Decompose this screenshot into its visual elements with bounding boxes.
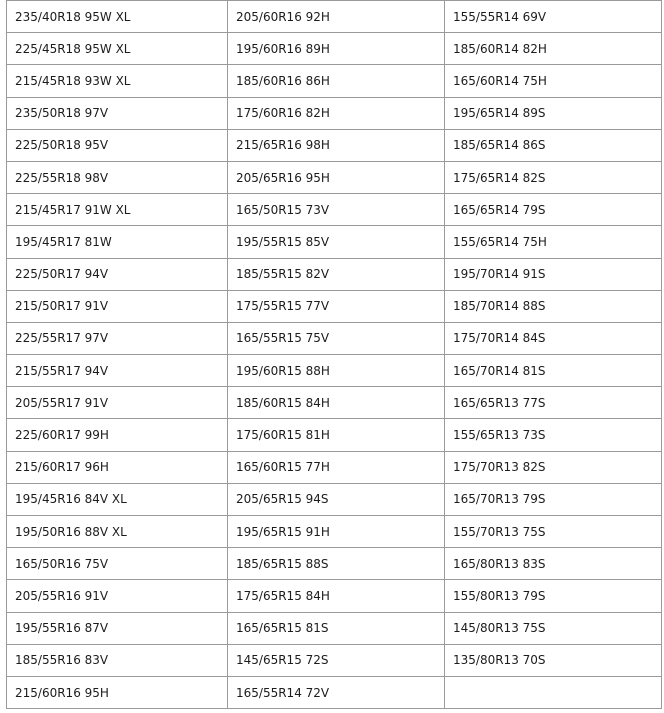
tyre-size-cell: 215/60R16 95H bbox=[7, 676, 228, 708]
tyre-size-cell: 165/65R15 81S bbox=[228, 612, 445, 644]
tyre-size-cell: 165/65R14 79S bbox=[445, 194, 662, 226]
tyre-size-cell: 185/65R14 86S bbox=[445, 129, 662, 161]
tyre-size-cell: 175/65R15 84H bbox=[228, 580, 445, 612]
tyre-size-cell: 195/60R15 88H bbox=[228, 355, 445, 387]
tyre-size-cell: 165/60R15 77H bbox=[228, 451, 445, 483]
table-row bbox=[7, 516, 662, 548]
table-row bbox=[7, 129, 662, 161]
tyre-size-cell: 235/40R18 95W XL bbox=[7, 1, 228, 33]
tyre-size-cell: 235/50R18 97V bbox=[7, 97, 228, 129]
tyre-size-cell: 195/45R17 81W bbox=[7, 226, 228, 258]
tyre-size-cell: 185/65R15 88S bbox=[228, 548, 445, 580]
tyre-size-cell: 225/55R18 98V bbox=[7, 161, 228, 193]
tyre-size-cell: 195/55R16 87V bbox=[7, 612, 228, 644]
tyre-size-cell: 195/70R14 91S bbox=[445, 258, 662, 290]
tyre-size-cell: 145/80R13 75S bbox=[445, 612, 662, 644]
table-row bbox=[7, 612, 662, 644]
table-row bbox=[7, 65, 662, 97]
tyre-size-cell: 175/60R15 81H bbox=[228, 419, 445, 451]
tyre-size-cell: 205/55R16 91V bbox=[7, 580, 228, 612]
tyre-size-cell: 225/50R17 94V bbox=[7, 258, 228, 290]
tyre-size-cell: 215/55R17 94V bbox=[7, 355, 228, 387]
tyre-size-cell bbox=[445, 676, 662, 708]
tyre-size-cell: 205/55R17 91V bbox=[7, 387, 228, 419]
tyre-size-cell: 165/70R13 79S bbox=[445, 483, 662, 515]
table-row bbox=[7, 580, 662, 612]
tyre-size-cell: 195/45R16 84V XL bbox=[7, 483, 228, 515]
table-row bbox=[7, 451, 662, 483]
tyre-size-cell: 145/65R15 72S bbox=[228, 644, 445, 676]
tyre-size-cell: 215/50R17 91V bbox=[7, 290, 228, 322]
tyre-size-cell: 195/50R16 88V XL bbox=[7, 516, 228, 548]
tyre-size-cell: 155/55R14 69V bbox=[445, 1, 662, 33]
table-row bbox=[7, 33, 662, 65]
tyre-size-cell: 215/45R18 93W XL bbox=[7, 65, 228, 97]
tyre-size-cell: 165/55R15 75V bbox=[228, 322, 445, 354]
tyre-size-cell: 225/45R18 95W XL bbox=[7, 33, 228, 65]
tyre-size-cell: 185/55R15 82V bbox=[228, 258, 445, 290]
tyre-size-cell: 195/65R15 91H bbox=[228, 516, 445, 548]
tyre-size-cell: 175/55R15 77V bbox=[228, 290, 445, 322]
table-row bbox=[7, 194, 662, 226]
tyre-size-cell: 185/70R14 88S bbox=[445, 290, 662, 322]
table-row bbox=[7, 387, 662, 419]
tyre-size-cell: 205/60R16 92H bbox=[228, 1, 445, 33]
tyre-size-cell: 135/80R13 70S bbox=[445, 644, 662, 676]
tyre-size-cell: 165/50R16 75V bbox=[7, 548, 228, 580]
tyre-size-cell: 185/60R15 84H bbox=[228, 387, 445, 419]
tyre-size-cell: 185/60R16 86H bbox=[228, 65, 445, 97]
table-row bbox=[7, 419, 662, 451]
tyre-size-table-body bbox=[7, 1, 662, 709]
table-row bbox=[7, 322, 662, 354]
tyre-size-cell: 205/65R16 95H bbox=[228, 161, 445, 193]
table-row bbox=[7, 258, 662, 290]
table-row bbox=[7, 226, 662, 258]
tyre-size-cell: 165/80R13 83S bbox=[445, 548, 662, 580]
table-row bbox=[7, 290, 662, 322]
tyre-size-cell: 175/65R14 82S bbox=[445, 161, 662, 193]
tyre-size-cell: 205/65R15 94S bbox=[228, 483, 445, 515]
tyre-size-cell: 155/70R13 75S bbox=[445, 516, 662, 548]
tyre-size-cell: 185/60R14 82H bbox=[445, 33, 662, 65]
tyre-size-cell: 165/60R14 75H bbox=[445, 65, 662, 97]
tyre-size-cell: 215/65R16 98H bbox=[228, 129, 445, 161]
tyre-size-cell: 185/55R16 83V bbox=[7, 644, 228, 676]
tyre-size-cell: 165/55R14 72V bbox=[228, 676, 445, 708]
tyre-size-cell: 155/65R13 73S bbox=[445, 419, 662, 451]
tyre-size-cell: 165/70R14 81S bbox=[445, 355, 662, 387]
table-row bbox=[7, 97, 662, 129]
tyre-size-cell: 195/55R15 85V bbox=[228, 226, 445, 258]
table-row bbox=[7, 676, 662, 708]
table-row bbox=[7, 161, 662, 193]
tyre-size-cell: 165/65R13 77S bbox=[445, 387, 662, 419]
tyre-size-cell: 215/45R17 91W XL bbox=[7, 194, 228, 226]
table-row bbox=[7, 644, 662, 676]
tyre-size-cell: 175/70R14 84S bbox=[445, 322, 662, 354]
table-row bbox=[7, 355, 662, 387]
tyre-size-cell: 155/80R13 79S bbox=[445, 580, 662, 612]
tyre-size-table bbox=[6, 0, 662, 709]
tyre-size-cell: 175/60R16 82H bbox=[228, 97, 445, 129]
tyre-size-cell: 165/50R15 73V bbox=[228, 194, 445, 226]
tyre-size-cell: 225/60R17 99H bbox=[7, 419, 228, 451]
table-row bbox=[7, 1, 662, 33]
tyre-size-cell: 155/65R14 75H bbox=[445, 226, 662, 258]
tyre-size-cell: 195/60R16 89H bbox=[228, 33, 445, 65]
tyre-size-cell: 175/70R13 82S bbox=[445, 451, 662, 483]
tyre-size-cell: 225/55R17 97V bbox=[7, 322, 228, 354]
table-row bbox=[7, 483, 662, 515]
tyre-size-cell: 215/60R17 96H bbox=[7, 451, 228, 483]
tyre-size-cell: 195/65R14 89S bbox=[445, 97, 662, 129]
tyre-size-cell: 225/50R18 95V bbox=[7, 129, 228, 161]
table-row bbox=[7, 548, 662, 580]
